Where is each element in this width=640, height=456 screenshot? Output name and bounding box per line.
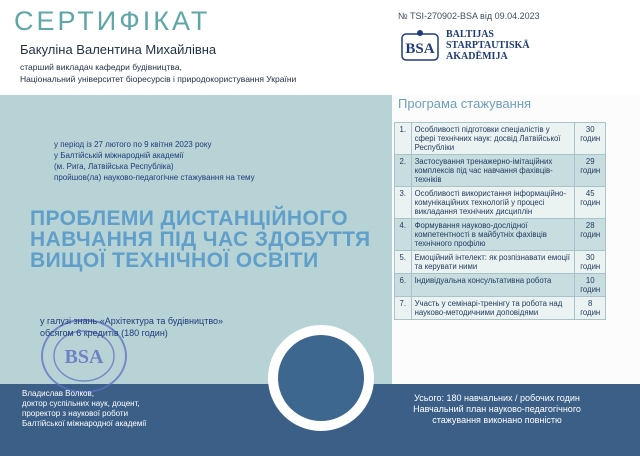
recipient-name: Бакуліна Валентина Михайлівна	[20, 42, 217, 57]
program-row-hours: 30 годин	[575, 123, 606, 155]
program-row	[395, 155, 606, 187]
certificate-number: № TSI-270902-BSA від 09.04.2023	[398, 11, 540, 21]
program-row-number: 6.	[395, 274, 412, 297]
program-row-number: 5.	[395, 251, 412, 274]
program-row-hours: 30 годин	[575, 251, 606, 274]
program-row-number: 3.	[395, 187, 412, 219]
program-row-hours: 10 годин	[575, 274, 606, 297]
program-row	[395, 123, 606, 155]
program-row-hours: 45 годин	[575, 187, 606, 219]
program-row-number: 1.	[395, 123, 412, 155]
certificate-title: СЕРТИФІКАТ	[14, 6, 211, 36]
svg-text:BSA: BSA	[405, 41, 435, 57]
program-row-topic: Особливості використання інформаційно-комунікаційних технологій у процесі викладання технічних дисциплін	[411, 187, 575, 219]
program-row-hours: 8 годин	[575, 297, 606, 320]
program-row-topic: Емоційний інтелект: як розпізнавати емоції та керувати ними	[411, 251, 575, 274]
program-row	[395, 274, 606, 297]
program-row-hours: 28 годин	[575, 219, 606, 251]
internship-period: у період із 27 лютого по 9 квітня 2023 року у Балтійській міжнародній академії (м. Рига, Латвійська Республіка) пройшов(ла) науково-педагогічне стажування на тему	[54, 140, 255, 182]
program-row	[395, 187, 606, 219]
signer-block: Владислав Волков, доктор суспільних наук, доцент, проректор з наукової роботи Балтійської міжнародної академії	[22, 389, 147, 428]
program-row-topic: Формування науково-дослідної компетентності в майбутніх фахівців технічного профілю	[411, 219, 575, 251]
recipient-institution: Національний університет біоресурсів і природокористування України	[20, 74, 297, 84]
program-row-topic: Індивідуальна консультативна робота	[411, 274, 575, 297]
program-row-topic: Особливості підготовки спеціалістів у сфері технічних наук: досвід Латвійської Республіки	[411, 123, 575, 155]
program-row	[395, 219, 606, 251]
internship-topic: ПРОБЛЕМИ ДИСТАНЦІЙНОГО НАВЧАННЯ ПІД ЧАС ЗДОБУТТЯ ВИЩОЇ ТЕХНІЧНОЇ ОСВІТИ	[30, 207, 371, 272]
academy-logo-icon	[400, 28, 440, 66]
program-row	[395, 297, 606, 320]
recipient-position: старший викладач кафедри будівництва,	[20, 62, 182, 72]
program-row	[395, 251, 606, 274]
program-row-number: 4.	[395, 219, 412, 251]
program-title: Програма стажування	[398, 96, 532, 111]
program-table	[394, 122, 606, 320]
program-row-number: 2.	[395, 155, 412, 187]
field-of-knowledge: у галузі знань «Архітектура та будівництво» обсягом 6 кредитів (180 годин)	[40, 316, 224, 338]
academy-logo-text: BALTIJAS STARPTAUTISKĀ AKADĒMIJA	[446, 29, 530, 62]
program-row-topic: Участь у семінарі-тренінгу та робота над науково-методичними доповідями	[411, 297, 575, 320]
summary-block: Усього: 180 навчальних / робочих годин Навчальний план науково-педагогічного стажування виконано повністю	[413, 393, 581, 425]
program-row-number: 7.	[395, 297, 412, 320]
svg-text:BSA: BSA	[64, 346, 104, 368]
decorative-circle	[268, 325, 374, 431]
program-row-hours: 29 годин	[575, 155, 606, 187]
program-row-topic: Застосування тренажерно-імітаційних комплексів під час навчання фахівців-техніків	[411, 155, 575, 187]
